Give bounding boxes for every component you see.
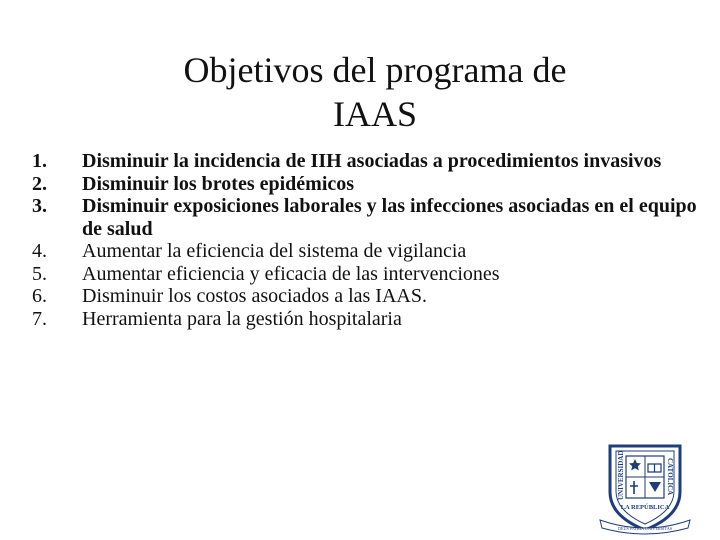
list-item-number: 7. <box>32 307 47 330</box>
list-item-number: 5. <box>32 262 47 285</box>
list-item <box>26 308 706 331</box>
list-item-text: Disminuir exposiciones laborales y las infecciones asociadas en el equipo de salud <box>82 195 697 240</box>
list-item-text: Herramienta para la gestión hospitalaria <box>82 307 402 330</box>
university-logo <box>596 440 694 536</box>
slide-title-line2: IAAS <box>332 94 417 134</box>
slide-title-line1: Objetivos del programa de <box>183 50 567 90</box>
list-item-text: Aumentar la eficiencia del sistema de vigilancia <box>82 240 467 262</box>
logo-bottom-text: LA REPÚBLICA <box>620 504 670 511</box>
list-item <box>26 263 706 286</box>
list-item-number: 3. <box>32 195 47 217</box>
list-item-text: Disminuir los costos asociados a las IAAS. <box>82 285 427 307</box>
list-item-text: Disminuir los brotes epidémicos <box>82 172 355 195</box>
list-item <box>26 150 706 173</box>
list-item-number: 1. <box>32 150 47 172</box>
list-item <box>26 195 706 240</box>
list-item <box>26 240 706 263</box>
list-item-text: Disminuir la incidencia de IIH asociadas a procedimientos invasivos <box>82 150 662 172</box>
list-item-number: 6. <box>32 285 47 307</box>
list-item-number: 2. <box>32 172 47 195</box>
logo-motto-text: DEUS PATRIA UNIVERSITAS <box>617 526 673 531</box>
logo-left-text: UNIVERSIDAD <box>617 450 625 500</box>
objectives-list <box>26 150 706 330</box>
logo-right-text: CATÓLICA <box>666 458 674 496</box>
list-item-text: Aumentar eficiencia y eficacia de las intervenciones <box>82 262 500 285</box>
list-item <box>26 285 706 308</box>
list-item-number: 4. <box>32 240 47 262</box>
list-item <box>26 173 706 196</box>
slide-title <box>120 48 630 136</box>
